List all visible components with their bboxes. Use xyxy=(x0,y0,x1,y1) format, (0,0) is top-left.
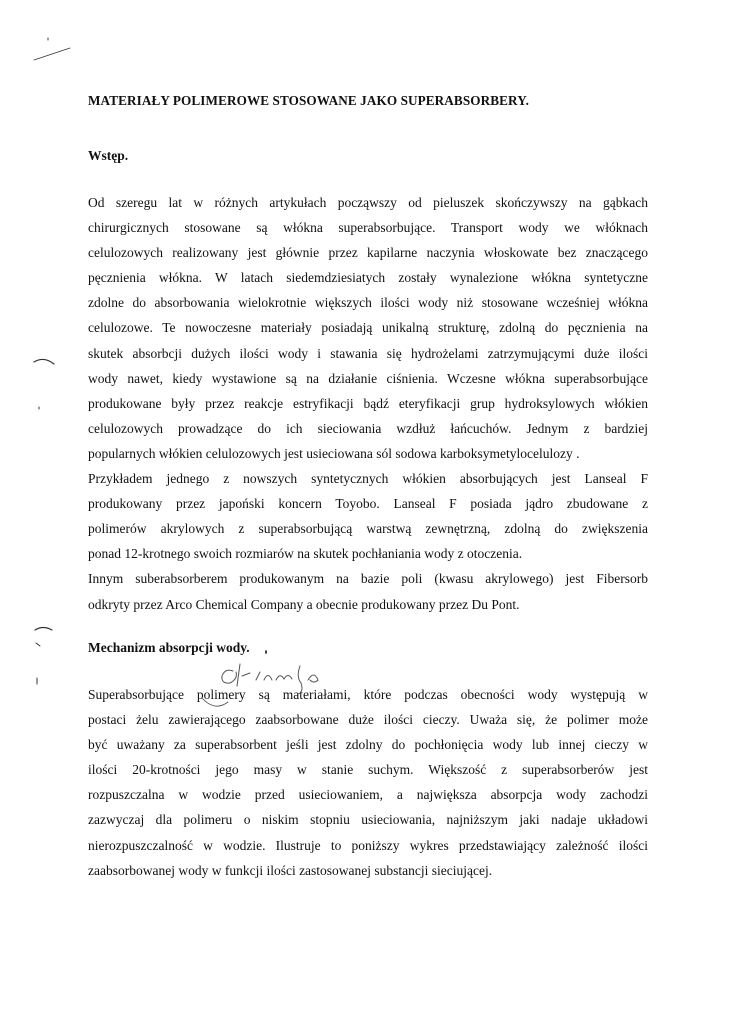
intro-paragraph xyxy=(88,190,648,617)
text-line: zaabsorbowanej wody w funkcji ilości zastosowanej substancji sieciującej. xyxy=(88,862,493,878)
text-line: ilości 20-krotności jego masy w stanie suchym. Większość z superabsorberów jest xyxy=(88,762,648,778)
text-line: Przykładem jednego z nowszych syntetycznych włókien absorbujących jest Lanseal F xyxy=(88,471,648,487)
text-line: celulozowe. Te nowoczesne materiały posiadają unikalną strukturę, zdolną do pęcznienia na xyxy=(88,320,648,336)
text-line: Od szeregu lat w różnych artykułach począwszy od pieluszek skończywszy na gąbkach xyxy=(88,195,648,210)
text-line: popularnych włókien celulozowych jest usieciowana sól sodowa karboksymetylocelulozy . xyxy=(88,445,580,461)
text-line: rozpuszczalna w wodzie przed usieciowaniem, a największa absorpcja wody zachodzi xyxy=(88,787,648,803)
text-line: produkowany przez japoński koncern Toyobo. Lanseal F posiada jądro zbudowane z xyxy=(88,496,648,512)
margin-tick-mark xyxy=(34,359,54,364)
text-line: wody nawet, kiedy wystawione są na działanie ciśnienia. Wczesne włókna superabsorbujące xyxy=(88,370,648,386)
text-line: celulozowych prowadzące do ich sieciowania wzdłuż łańcuchów. Jednym z bardziej xyxy=(88,420,648,436)
document-title: MATERIAŁY POLIMEROWE STOSOWANE JAKO SUPERABSORBERY. xyxy=(88,93,529,108)
text-line: odkryty przez Arco Chemical Company a obecnie produkowany przez Du Pont. xyxy=(88,596,520,612)
text-line: nierozpuszczalność w wodzie. Ilustruje to poniższy wykres przedstawiający zależność ilości xyxy=(88,837,648,853)
text-line: zdolne do absorbowania wielokrotnie większych ilości wody niż stosowane wcześniej włókna xyxy=(88,295,648,311)
text-line: polimerów akrylowych z superabsorbującą warstwą zewnętrzną, zdolną do zwiększenia xyxy=(88,521,648,537)
text-line: produkowane były przez reakcje estryfikacji bądź eteryfikacji grup hydroksylowych włókien xyxy=(88,395,648,411)
text-line: być uważany za superabsorbent jeśli jest zdolny do pochłonięcia wody lub innej cieczy w xyxy=(88,737,648,753)
mechanism-paragraph xyxy=(88,682,648,883)
text-line: postaci żelu zawierającego zaabsorbowane duże ilości cieczy. Uważa się, że polimer może xyxy=(88,712,648,728)
text-line: zazwyczaj dla polimeru o niskim stopniu usieciowania, najniższym jaki nadaje układowi xyxy=(88,812,648,828)
pencil-stroke-mark xyxy=(34,48,70,60)
section-heading-intro: Wstęp. xyxy=(88,148,129,163)
text-line: chirurgicznych stosowane są włókna superabsorbujące. Transport wody we włóknach xyxy=(88,220,648,236)
section-heading-mechanism: Mechanizm absorpcji wody. xyxy=(88,640,250,655)
text-line: pęcznienia włókna. W latach siedemdziesiatych zostały wynalezione włókna syntetyczne xyxy=(88,270,648,286)
text-line: Superabsorbujące polimery są materiałami, które podczas obecności wody występują w xyxy=(88,687,648,702)
text-line: celulozowych realizowany jest głównie przez kapilarne naczynia włoskowate bez znaczącego xyxy=(88,245,648,261)
text-line: ponad 12-krotnego swoich rozmiarów na skutek pochłaniania wody z otoczenia. xyxy=(88,546,523,562)
text-line: skutek absorbcji dużych ilości wody i stawania się hydrożelami zatrzymującymi duże ilości xyxy=(88,345,648,361)
margin-tick-mark xyxy=(36,643,40,646)
margin-tick-mark xyxy=(35,628,52,631)
text-line: Innym suberabsorberem produkowanym na bazie poli (kwasu akrylowego) jest Fibersorb xyxy=(88,571,648,587)
